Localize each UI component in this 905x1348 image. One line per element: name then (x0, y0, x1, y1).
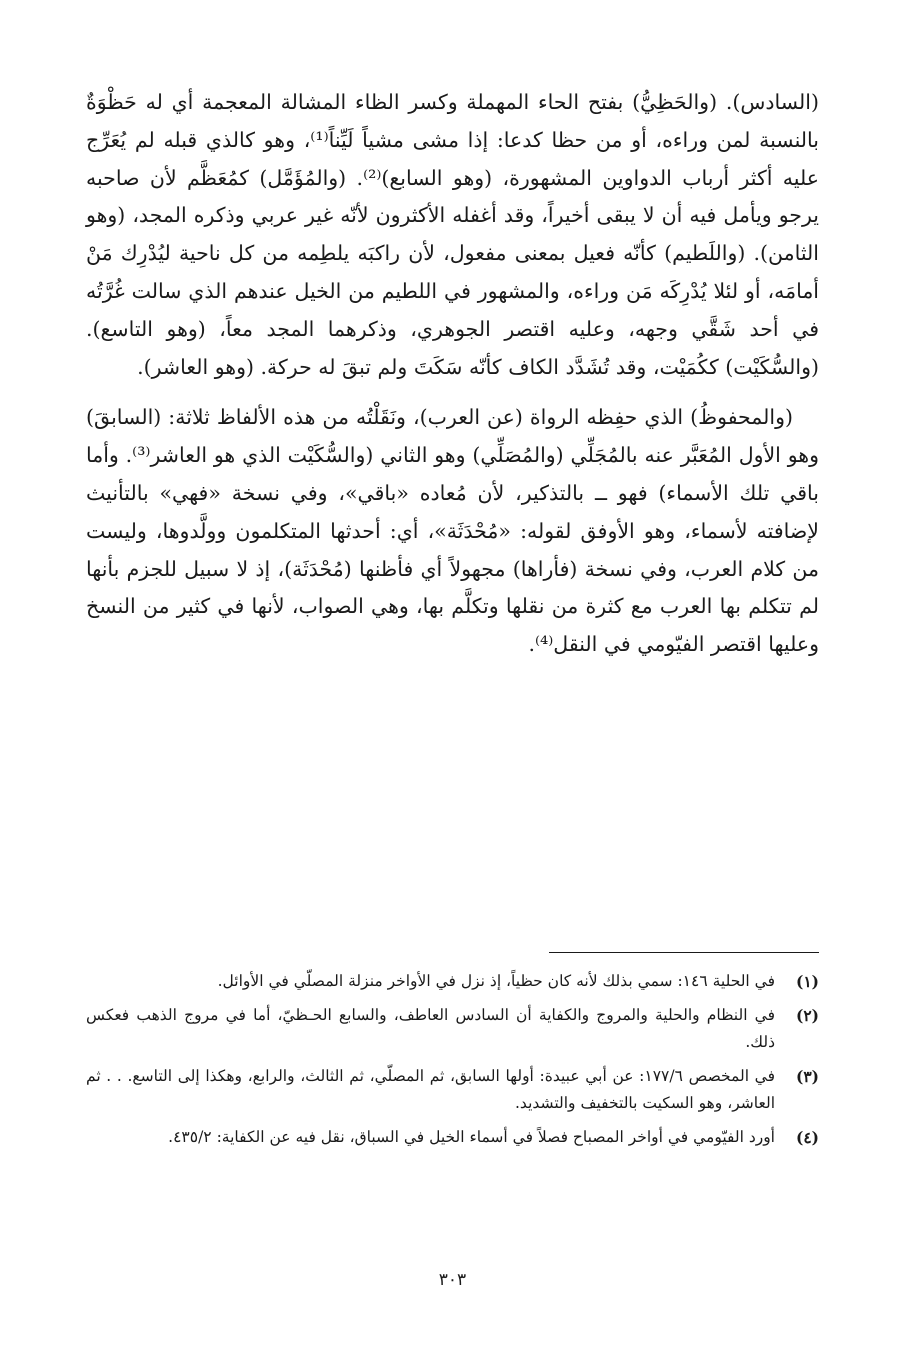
footnote-number: (٢) (795, 1006, 819, 1025)
footnote-4 (86, 1124, 819, 1151)
footnote-separator (549, 952, 819, 953)
footnote-number: (١) (795, 972, 819, 991)
footnote-text: أورد الفيّومي في أواخر المصباح فصلاً في أسماء الخيل في السباق، نقل فيه عن الكفاية: ٤٣٥/٢. (168, 1128, 775, 1146)
footnote-number: (٤) (795, 1128, 819, 1147)
paragraph-2: (والمحفوظُ) الذي حفِظه الرواة (عن العرب)، ونَقَلْتُه من هذه الألفاظ ثلاثة: (السابقَ) وهو الأول المُعَبَّر عنه بالمُجَلِّي (والمُصَلِّي) وهو الثاني (والسُّكَيْت الذي هو العاشر⁽³⁾. وأما باقي تلك الأسماء) فهو ــ بالتذكير، لأن مُعاده «باقي»، وفي نسخة «فهي» بالتأنيث لإضافته لأسماء، وهو الأوفق لقوله: «مُحْدَثَة»، أي: أحدثها المتكلمون وولَّدوها، وليست من كلام العرب، وفي نسخة (فأراها) مجهولاً أي فأظنها (مُحْدَثَة)، إذ لا سبيل للجزم بأنها لم تتكلم بها العرب مع كثرة من نقلها وتكلَّم بها، وهي الصواب، لأنها في كثير من النسخ وعليها اقتصر الفيّومي في النقل⁽⁴⁾. (86, 405, 819, 657)
footnote-text: في المخصص ١٧٧/٦: عن أبي عبيدة: أولها السابق، ثم المصلّي، ثم الثالث، والرابع، وهكذا إلى التاسع. . . ثم العاشر، وهو السكيت بالتخفيف والتشديد. (86, 1067, 776, 1112)
main-text (86, 84, 819, 664)
footnote-number: (٣) (795, 1067, 819, 1086)
footnotes (86, 968, 819, 1158)
footnote-text: في النظام والحلية والمروج والكفاية أن السادس العاطف، والسابع الحـظيّ، أما في مروج الذهب فعكس ذلك. (86, 1006, 776, 1051)
footnote-text: في الحلية ١٤٦: سمي بذلك لأنه كان حظياً، إذ نزل في الأواخر منزلة المصلّي في الأوائل. (217, 972, 775, 990)
paragraph-1: (السادس). (والحَظِيُّ) بفتح الحاء المهملة وكسر الظاء المشالة المعجمة أي له حَظْوَةٌ بالنسبة لمن وراءه، أو من حظا كدعا: إذا مشى مشياً لَيِّناً⁽¹⁾، وهو كالذي قبله لم يُعَرِّج عليه أكثر أرباب الدواوين المشهورة، (وهو السابع)⁽²⁾. (والمُؤَمَّل) كمُعَظَّم لأن صاحبه يرجو ويأمل فيه أن لا يبقى أخيراً، وقد أغفله الأكثرون لأنّه غير عربي وذكره المجد، (وهو الثامن). (واللَطيم) كأنّه فعيل بمعنى مفعول، لأن راكبَه يلطِمه من كل ناحية ليُدْرِك مَنْ أمامَه، أو لئلا يُدْرِكَه مَن وراءه، والمشهور في اللطيم من الخيل عندهم الذي سالت غُرَّتُه في أحد شَقَّي وجهه، وعليه اقتصر الجوهري، وذكرهما المجد معاً، (وهو التاسع). (والسُّكَيْت) ككُمَيْت، وقد تُشَدَّد الكاف كأنّه سَكَتَ ولم تبقَ له حركة. (وهو العاشر). (86, 90, 819, 379)
footnote-3 (86, 1063, 819, 1117)
page-number: ٣٠٣ (438, 1270, 467, 1290)
footnote-2 (86, 1002, 819, 1056)
footnote-1 (86, 968, 819, 995)
